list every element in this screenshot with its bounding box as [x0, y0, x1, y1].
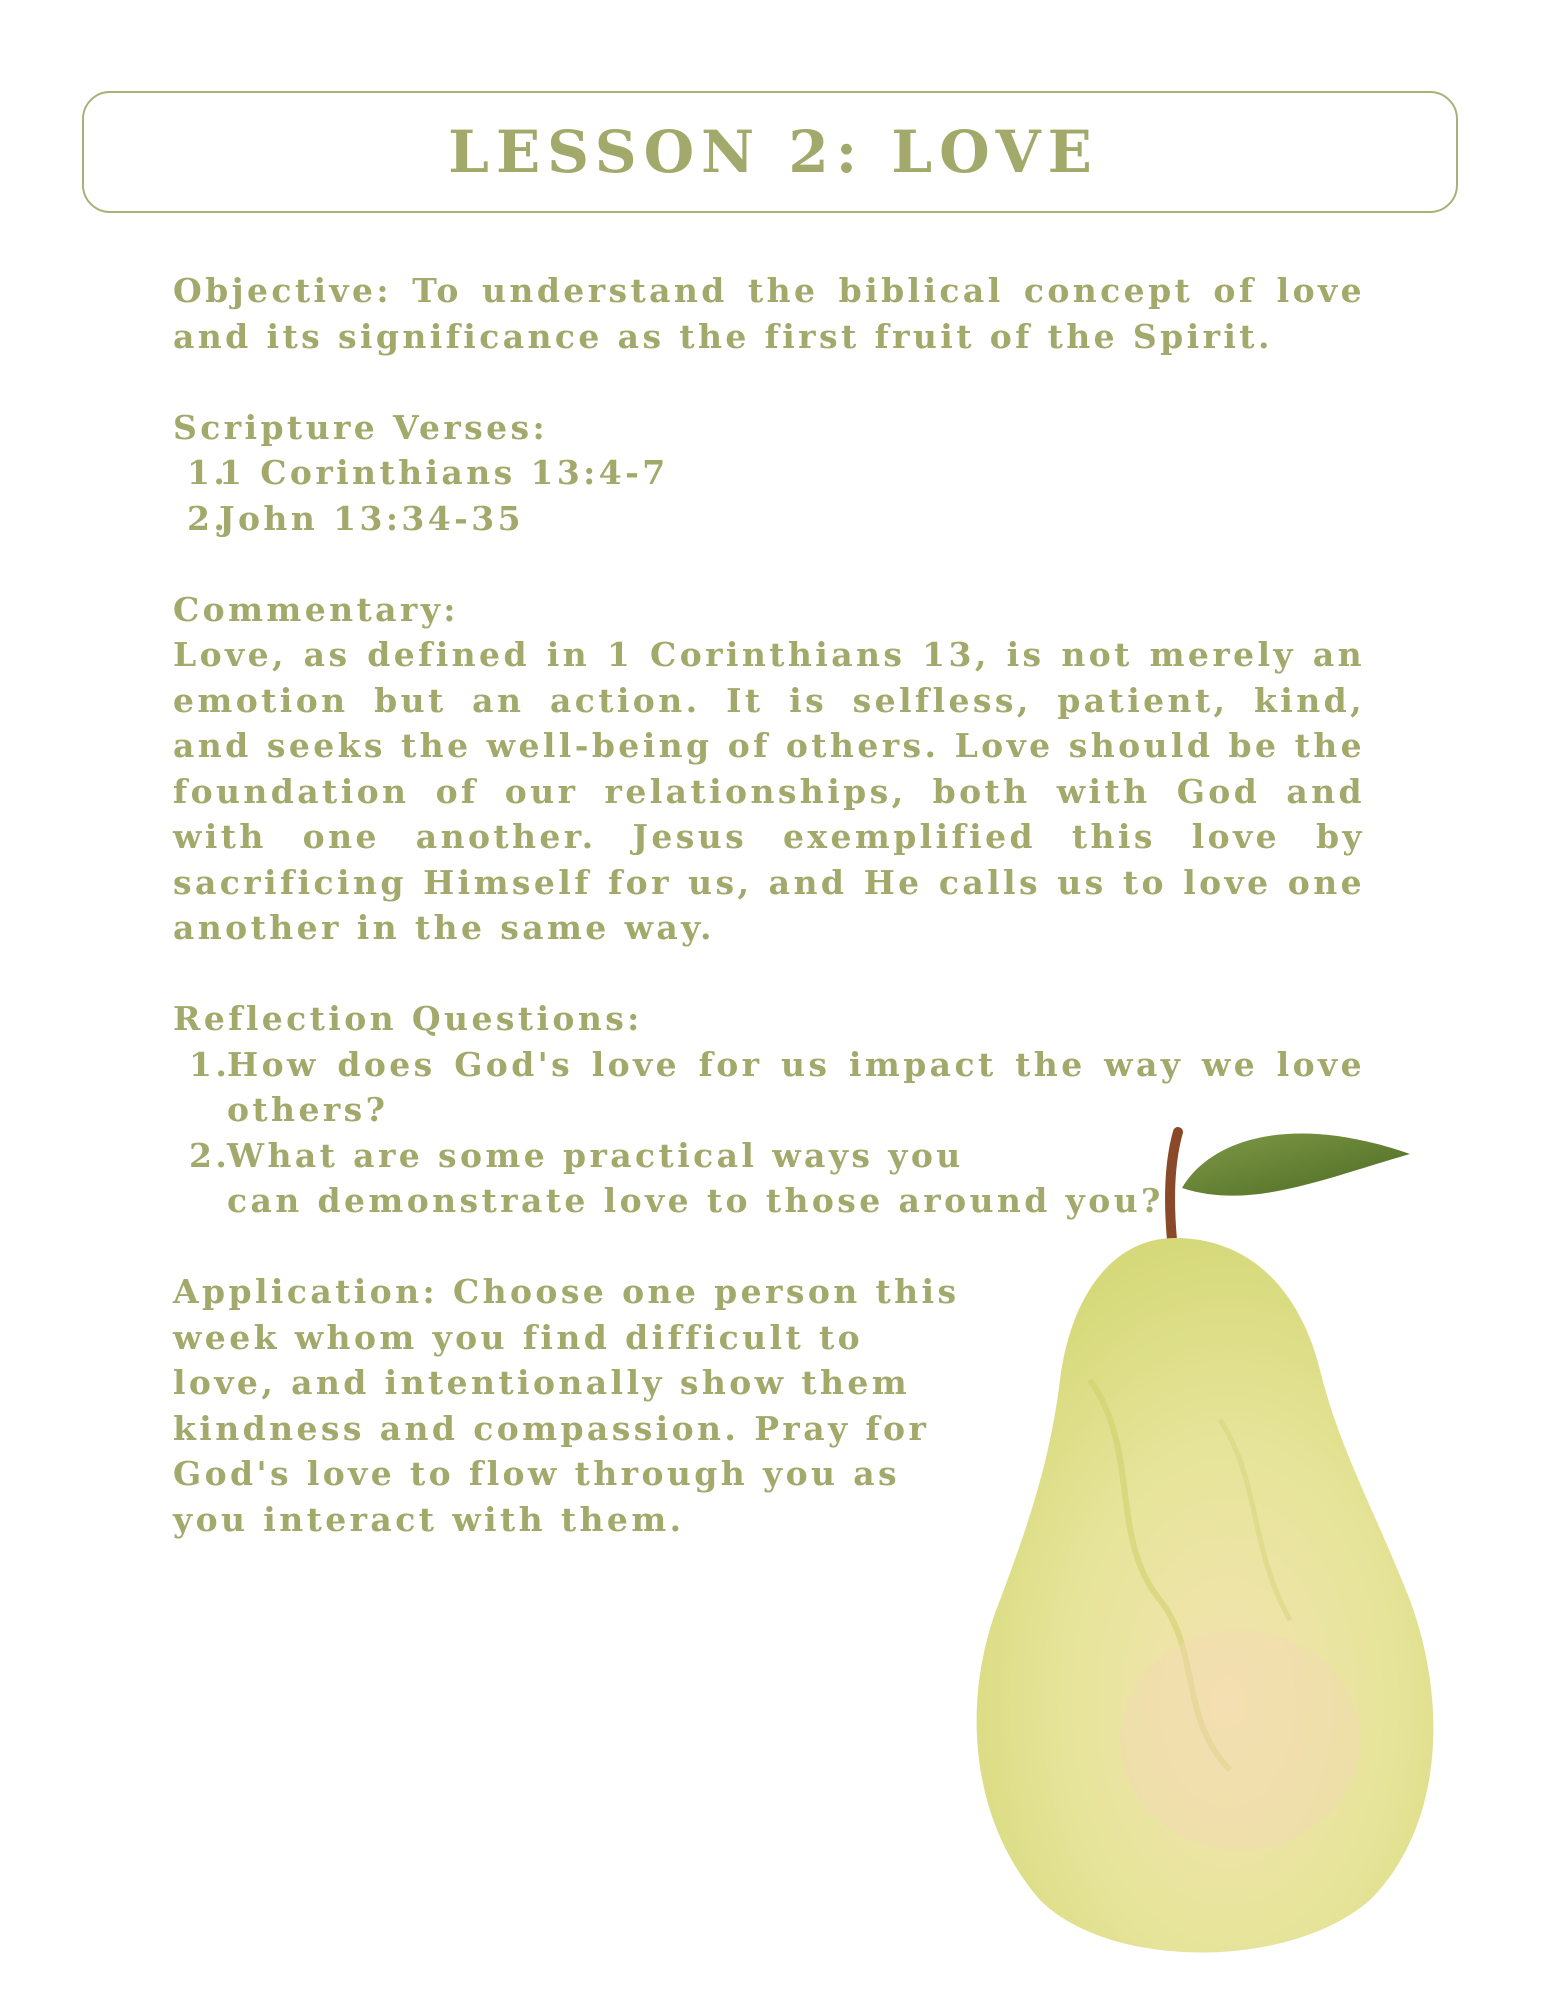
scripture-item: [173, 450, 1365, 496]
reflection-item-text-line2: can demonstrate love to those around you?: [227, 1181, 1164, 1220]
commentary-section: [173, 587, 1365, 951]
scripture-item-text: John 13:34-35: [219, 498, 524, 538]
scripture-section: [173, 405, 1365, 542]
reflection-item-text-line1: What are some practical ways you: [227, 1135, 964, 1175]
objective-text: Objective: To understand the biblical concept of love and its significance as the first fruit of the Spirit.: [173, 271, 1365, 356]
commentary-heading: Commentary:: [173, 589, 459, 629]
scripture-item-number: 1.: [187, 453, 229, 492]
reflection-item-text: How does God's love for us impact the way we love others?: [227, 1044, 1365, 1129]
pear-stem: [1170, 1132, 1178, 1240]
application-text: Application: Choose one person this week whom you find difficult to love, and intentionally show them kindness and compassion. Pray for God's love to flow through you as you interact with them.: [173, 1272, 960, 1539]
pear-illustration: [960, 1120, 1440, 1970]
scripture-heading: Scripture Verses:: [173, 407, 549, 447]
reflection-item-number: 1.: [189, 1044, 231, 1084]
scripture-item-text: 1 Corinthians 13:4-7: [219, 453, 669, 492]
commentary-text: Love, as defined in 1 Corinthians 13, is not merely an emotion but an action. It is selfless, patient, kind, and seeks the well-being of others. Love should be the foundation of our relationships, both with God and with one another. Jesus exemplified this love by sacrificing Himself for us, and He calls us to love one another in the same way.: [173, 635, 1365, 947]
pear-body: [977, 1238, 1434, 1953]
reflection-heading: Reflection Questions:: [173, 999, 643, 1038]
scripture-item-number: 2.: [187, 498, 229, 538]
title-box: [82, 91, 1458, 213]
pear-leaf: [1182, 1133, 1410, 1195]
scripture-item: [173, 496, 1365, 542]
scripture-list: [173, 450, 1365, 541]
reflection-item-number: 2.: [189, 1135, 231, 1175]
reflection-item: [173, 1042, 1365, 1133]
page-title: LESSON 2: LOVE: [448, 118, 1099, 186]
